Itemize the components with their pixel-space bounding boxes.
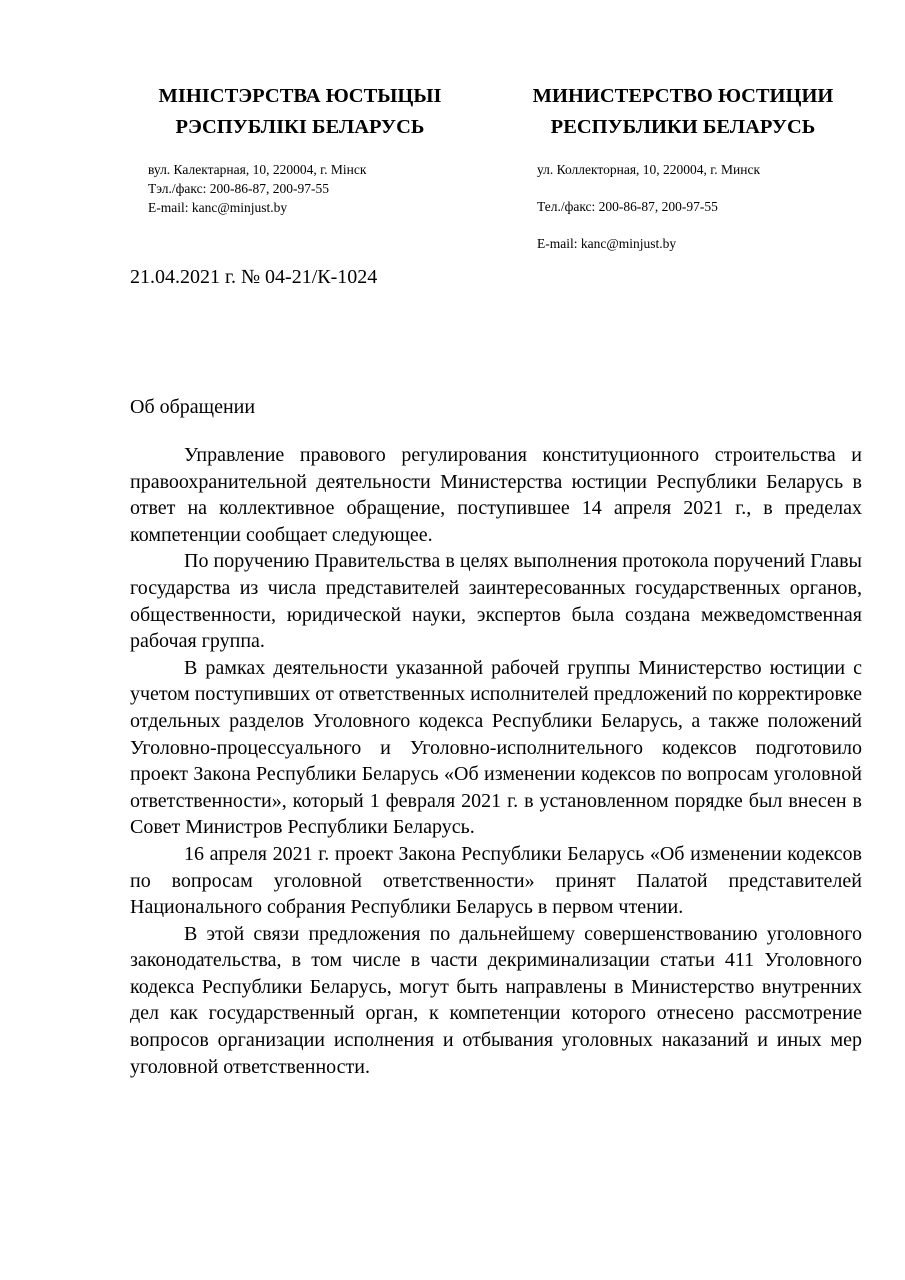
- address-russian: ул. Коллекторная, 10, 220004, г. Минск: [537, 162, 761, 177]
- email-russian: E-mail: kanc@minjust.by: [537, 236, 677, 251]
- letter-subject: Об обращении: [130, 396, 256, 418]
- address-belarusian: вул. Калектарная, 10, 220004, г. Мінск: [148, 162, 367, 177]
- phone-russian: Тел./факс: 200-86-87, 200-97-55: [537, 199, 718, 214]
- ministry-title-russian: [488, 81, 878, 143]
- email-belarusian: E-mail: kanc@minjust.by: [148, 200, 288, 215]
- body-paragraph: Управление правового регулирования конституционного строительства и правоохранительной деятельности Министерства юстиции Республики Беларусь в ответ на коллективное обращение, поступившее 14 апреля 2021 г., в пределах компетенции сообщает следующее.: [130, 444, 862, 546]
- body-paragraph: В этой связи предложения по дальнейшему совершенствованию уголовного законодательства, в том числе в части декриминализации статьи 411 Уголовного кодекса Республики Беларусь, могут быть направлены в Министерство внутренних дел как государственный орган, к компетенции которого отнесено рассмотрение вопросов организации исполнения и отбывания уголовных наказаний и иных мер уголовной ответственности.: [130, 922, 862, 1078]
- body-paragraph: 16 апреля 2021 г. проект Закона Республики Беларусь «Об изменении кодексов по вопросам уголовной ответственности» принят Палатой представителей Национального собрания Республики Беларусь в первом чтении.: [130, 842, 862, 919]
- contact-block-belarusian: [148, 160, 366, 217]
- ministry-title-russian-line2: РЕСПУБЛИКИ БЕЛАРУСЬ: [550, 116, 816, 138]
- ministry-title-russian-line1: МИНИСТЕРСТВО ЮСТИЦИИ: [532, 85, 834, 107]
- phone-belarusian: Тэл./факс: 200-86-87, 200-97-55: [148, 181, 329, 196]
- body-paragraph: По поручению Правительства в целях выполнения протокола поручений Главы государства из числа представителей заинтересованных государственных органов, общественности, юридической науки, экспертов была создана межведомственная рабочая группа.: [130, 550, 862, 653]
- ministry-title-belarusian: [105, 81, 495, 143]
- ministry-title-belarusian-line1: МІНІСТЭРСТВА ЮСТЫЦЫІ: [158, 85, 442, 107]
- contact-block-russian: [537, 160, 760, 271]
- letter-body: [130, 442, 862, 1080]
- registration-number: 21.04.2021 г. № 04-21/К-1024: [130, 266, 378, 288]
- ministry-title-belarusian-line2: РЭСПУБЛІКІ БЕЛАРУСЬ: [175, 116, 425, 138]
- body-paragraph: В рамках деятельности указанной рабочей группы Министерство юстиции с учетом поступивших от ответственных исполнителей предложений по корректировке отдельных разделов Уголовного кодекса Республики Беларусь, а также положений Уголовно-процессуального и Уголовно-исполнительного кодексов подготовило проект Закона Республики Беларусь «Об изменении кодексов по вопросам уголовной ответственности», который 1 февраля 2021 г. в установленном порядке был внесен в Совет Министров Республики Беларусь.: [130, 656, 862, 839]
